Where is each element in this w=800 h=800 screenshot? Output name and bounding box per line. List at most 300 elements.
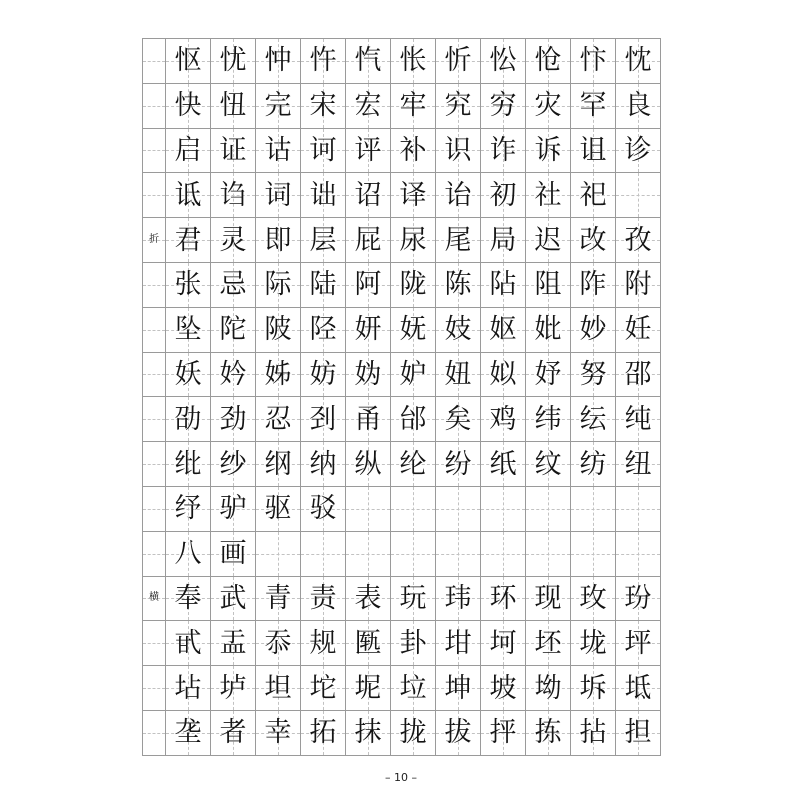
character: 诏 <box>354 179 382 211</box>
character: 垃 <box>399 672 427 704</box>
practice-cell <box>391 621 436 666</box>
character: 拓 <box>309 717 337 749</box>
practice-cell <box>481 711 526 756</box>
practice-cell <box>166 173 211 218</box>
practice-cell <box>436 353 481 398</box>
character: 忾 <box>354 45 382 77</box>
practice-cell <box>301 442 346 487</box>
character: 译 <box>399 179 427 211</box>
character: 盂 <box>219 627 247 659</box>
practice-cell <box>346 711 391 756</box>
practice-cell <box>391 263 436 308</box>
practice-cell <box>526 577 571 622</box>
practice-cell <box>616 218 661 263</box>
practice-cell <box>526 532 571 577</box>
character: 卦 <box>399 627 427 659</box>
practice-cell <box>256 666 301 711</box>
character: 妫 <box>354 358 382 390</box>
character: 启 <box>174 134 202 166</box>
practice-cell <box>436 263 481 308</box>
practice-cell <box>346 532 391 577</box>
character: 际 <box>264 269 292 301</box>
practice-cell <box>616 711 661 756</box>
character: 甙 <box>174 627 202 659</box>
row-label-cell <box>143 129 166 174</box>
character: 邵 <box>624 358 652 390</box>
character: 妖 <box>174 358 202 390</box>
character: 现 <box>534 582 562 614</box>
row-label-cell <box>143 442 166 487</box>
practice-cell <box>481 353 526 398</box>
character: 忤 <box>309 45 337 77</box>
character: 忭 <box>579 45 607 77</box>
character: 怅 <box>399 45 427 77</box>
character: 识 <box>444 134 472 166</box>
character: 劭 <box>174 403 202 435</box>
character: 坩 <box>444 627 472 659</box>
character: 快 <box>174 90 202 122</box>
practice-cell <box>571 577 616 622</box>
practice-cell <box>211 577 256 622</box>
character: 抨 <box>489 717 517 749</box>
practice-cell <box>166 577 211 622</box>
practice-cell <box>211 487 256 532</box>
practice-cell <box>436 39 481 84</box>
practice-cell <box>301 397 346 442</box>
character: 层 <box>309 224 337 256</box>
character: 诂 <box>264 134 292 166</box>
practice-cell <box>616 39 661 84</box>
character: 劲 <box>219 403 247 435</box>
character: 妓 <box>444 314 472 346</box>
character: 词 <box>264 179 292 211</box>
practice-cell <box>166 263 211 308</box>
character: 妍 <box>354 314 382 346</box>
practice-cell <box>436 218 481 263</box>
character: 忌 <box>219 269 247 301</box>
practice-cell <box>391 353 436 398</box>
character: 阽 <box>489 269 517 301</box>
character: 坪 <box>624 627 652 659</box>
character: 纹 <box>534 448 562 480</box>
practice-cell <box>346 129 391 174</box>
character: 迟 <box>534 224 562 256</box>
character: 诒 <box>444 179 472 211</box>
character: 青 <box>264 582 292 614</box>
practice-cell <box>436 621 481 666</box>
character: 穷 <box>489 90 517 122</box>
practice-cell <box>481 129 526 174</box>
practice-cell <box>481 39 526 84</box>
practice-cell <box>616 621 661 666</box>
practice-cell <box>346 308 391 353</box>
practice-cell <box>166 218 211 263</box>
character: 尾 <box>444 224 472 256</box>
practice-cell <box>616 532 661 577</box>
practice-cell <box>481 666 526 711</box>
practice-cell <box>211 173 256 218</box>
character: 陇 <box>399 269 427 301</box>
character: 奉 <box>174 582 202 614</box>
character: 妗 <box>219 358 247 390</box>
practice-cell <box>616 129 661 174</box>
practice-cell <box>616 442 661 487</box>
practice-cell <box>301 218 346 263</box>
character: 阿 <box>354 269 382 301</box>
practice-cell <box>616 577 661 622</box>
practice-cell <box>571 308 616 353</box>
character: 忡 <box>264 45 292 77</box>
character: 坫 <box>174 672 202 704</box>
practice-cell <box>301 308 346 353</box>
character: 八 <box>174 538 202 570</box>
character: 垆 <box>219 672 247 704</box>
practice-cell <box>481 263 526 308</box>
character: 纲 <box>264 448 292 480</box>
character: 宏 <box>354 90 382 122</box>
character: 纶 <box>399 448 427 480</box>
practice-cell <box>256 84 301 129</box>
character: 玩 <box>399 582 427 614</box>
character: 坯 <box>534 627 562 659</box>
character: 灵 <box>219 224 247 256</box>
character: 证 <box>219 134 247 166</box>
character: 纵 <box>354 448 382 480</box>
character: 驳 <box>309 493 337 525</box>
practice-cell <box>346 173 391 218</box>
practice-cell <box>481 308 526 353</box>
stroke-category-label: 横 <box>149 592 159 604</box>
character: 阻 <box>534 269 562 301</box>
practice-cell <box>346 39 391 84</box>
character: 邰 <box>399 403 427 435</box>
practice-cell <box>211 353 256 398</box>
character: 罕 <box>579 90 607 122</box>
row-label-cell <box>143 532 166 577</box>
practice-cell <box>571 397 616 442</box>
character: 妞 <box>444 358 472 390</box>
practice-cell <box>166 711 211 756</box>
character: 画 <box>219 538 247 570</box>
practice-cell <box>346 353 391 398</box>
practice-cell <box>571 487 616 532</box>
practice-cell <box>571 353 616 398</box>
practice-cell <box>481 84 526 129</box>
character: 评 <box>354 134 382 166</box>
practice-cell <box>346 442 391 487</box>
character: 妨 <box>309 358 337 390</box>
practice-cell <box>256 39 301 84</box>
character: 纷 <box>444 448 472 480</box>
practice-cell <box>391 397 436 442</box>
character: 纸 <box>489 448 517 480</box>
practice-cell <box>481 532 526 577</box>
character: 附 <box>624 269 652 301</box>
practice-cell <box>526 711 571 756</box>
character: 诊 <box>624 134 652 166</box>
character: 社 <box>534 179 562 211</box>
character: 坠 <box>174 314 202 346</box>
practice-cell <box>391 711 436 756</box>
practice-cell <box>256 173 301 218</box>
practice-cell <box>301 621 346 666</box>
practice-cell <box>256 218 301 263</box>
row-label-cell <box>143 577 166 622</box>
character: 诋 <box>174 179 202 211</box>
practice-cell <box>571 711 616 756</box>
practice-cell <box>481 577 526 622</box>
character: 陂 <box>264 314 292 346</box>
practice-cell <box>571 84 616 129</box>
practice-cell <box>616 353 661 398</box>
practice-cell <box>301 532 346 577</box>
practice-cell <box>301 173 346 218</box>
character: 刭 <box>309 403 337 435</box>
character: 诅 <box>579 134 607 166</box>
practice-cell <box>526 442 571 487</box>
character: 忱 <box>624 45 652 77</box>
row-label-cell <box>143 39 166 84</box>
character: 玢 <box>624 582 652 614</box>
practice-cell <box>616 666 661 711</box>
character: 拢 <box>399 717 427 749</box>
character: 姊 <box>264 358 292 390</box>
character: 改 <box>579 224 607 256</box>
character: 坡 <box>489 672 517 704</box>
character: 完 <box>264 90 292 122</box>
row-label-cell <box>143 397 166 442</box>
character: 规 <box>309 627 337 659</box>
practice-cell <box>166 532 211 577</box>
character: 拣 <box>534 717 562 749</box>
practice-cell <box>616 263 661 308</box>
character: 拔 <box>444 717 472 749</box>
practice-cell <box>391 577 436 622</box>
practice-cell <box>436 397 481 442</box>
practice-cell <box>436 442 481 487</box>
character: 坤 <box>444 672 472 704</box>
practice-cell <box>616 173 661 218</box>
character: 坼 <box>579 672 607 704</box>
character: 纺 <box>579 448 607 480</box>
practice-cell <box>616 397 661 442</box>
practice-cell <box>256 442 301 487</box>
character: 幸 <box>264 717 292 749</box>
character: 即 <box>264 224 292 256</box>
character: 忧 <box>219 45 247 77</box>
character: 局 <box>489 224 517 256</box>
character: 诃 <box>309 134 337 166</box>
character: 妒 <box>399 358 427 390</box>
practice-cell <box>571 218 616 263</box>
character: 矣 <box>444 403 472 435</box>
practice-cell <box>391 308 436 353</box>
character: 垄 <box>174 717 202 749</box>
character: 驴 <box>219 493 247 525</box>
practice-cell <box>301 577 346 622</box>
practice-cell <box>256 711 301 756</box>
practice-cell <box>436 666 481 711</box>
character: 妤 <box>534 358 562 390</box>
row-label-cell <box>143 84 166 129</box>
practice-cell <box>436 487 481 532</box>
practice-cell <box>211 308 256 353</box>
practice-cell <box>526 621 571 666</box>
character: 屁 <box>354 224 382 256</box>
practice-cell <box>166 487 211 532</box>
character: 忸 <box>219 90 247 122</box>
practice-cell <box>211 263 256 308</box>
practice-cell <box>571 129 616 174</box>
practice-cell <box>391 532 436 577</box>
character: 究 <box>444 90 472 122</box>
practice-cell <box>391 39 436 84</box>
row-label-cell <box>143 353 166 398</box>
practice-cell <box>301 39 346 84</box>
practice-cell <box>166 442 211 487</box>
practice-cell <box>256 487 301 532</box>
character: 宋 <box>309 90 337 122</box>
practice-cell <box>211 39 256 84</box>
character: 阼 <box>579 269 607 301</box>
practice-cell <box>571 532 616 577</box>
practice-cell <box>256 129 301 174</box>
practice-cell <box>481 487 526 532</box>
character: 匦 <box>354 627 382 659</box>
practice-cell <box>436 84 481 129</box>
practice-cell <box>571 666 616 711</box>
practice-cell <box>346 263 391 308</box>
character: 拈 <box>579 717 607 749</box>
character: 纰 <box>174 448 202 480</box>
character: 者 <box>219 717 247 749</box>
practice-cell <box>391 442 436 487</box>
practice-cell <box>391 218 436 263</box>
practice-cell <box>256 621 301 666</box>
character: 牢 <box>399 90 427 122</box>
practice-cell <box>481 442 526 487</box>
practice-cell <box>436 532 481 577</box>
character: 表 <box>354 582 382 614</box>
character: 担 <box>624 717 652 749</box>
practice-cell <box>526 173 571 218</box>
row-label-cell <box>143 218 166 263</box>
character: 坷 <box>489 627 517 659</box>
practice-cell <box>346 621 391 666</box>
practice-cell <box>526 397 571 442</box>
practice-cell <box>571 621 616 666</box>
practice-cell <box>166 621 211 666</box>
practice-cell <box>301 666 346 711</box>
practice-cell <box>436 173 481 218</box>
practice-cell <box>526 353 571 398</box>
character: 灾 <box>534 90 562 122</box>
character: 妣 <box>534 314 562 346</box>
row-label-cell <box>143 263 166 308</box>
practice-cell <box>346 666 391 711</box>
stroke-category-label: 折 <box>149 234 159 246</box>
character: 甬 <box>354 403 382 435</box>
practice-cell <box>346 577 391 622</box>
practice-cell <box>391 487 436 532</box>
practice-cell <box>346 397 391 442</box>
character: 纳 <box>309 448 337 480</box>
practice-cell <box>526 129 571 174</box>
character: 责 <box>309 582 337 614</box>
character: 忝 <box>264 627 292 659</box>
practice-cell <box>256 532 301 577</box>
row-label-cell <box>143 621 166 666</box>
practice-cell <box>256 263 301 308</box>
character: 驱 <box>264 493 292 525</box>
practice-cell <box>571 442 616 487</box>
character: 鸡 <box>489 403 517 435</box>
practice-cell <box>391 129 436 174</box>
practice-cell <box>256 308 301 353</box>
character: 忻 <box>444 45 472 77</box>
character: 诎 <box>309 179 337 211</box>
practice-cell <box>301 84 346 129</box>
character: 张 <box>174 269 202 301</box>
character: 君 <box>174 224 202 256</box>
practice-cell <box>211 218 256 263</box>
character: 纽 <box>624 448 652 480</box>
character: 忪 <box>489 45 517 77</box>
character: 武 <box>219 582 247 614</box>
character: 尿 <box>399 224 427 256</box>
practice-cell <box>526 487 571 532</box>
practice-cell <box>166 129 211 174</box>
character: 良 <box>624 90 652 122</box>
character: 坻 <box>624 672 652 704</box>
practice-cell <box>436 711 481 756</box>
practice-cell <box>481 621 526 666</box>
practice-cell <box>211 666 256 711</box>
practice-cell <box>166 353 211 398</box>
practice-cell <box>571 39 616 84</box>
character: 纭 <box>579 403 607 435</box>
practice-cell <box>571 263 616 308</box>
practice-cell <box>166 397 211 442</box>
character: 陆 <box>309 269 337 301</box>
character: 努 <box>579 358 607 390</box>
character: 孜 <box>624 224 652 256</box>
practice-cell <box>616 487 661 532</box>
practice-cell <box>391 173 436 218</box>
practice-cell <box>526 308 571 353</box>
character: 祀 <box>579 179 607 211</box>
character: 环 <box>489 582 517 614</box>
practice-cell <box>616 308 661 353</box>
practice-cell <box>481 173 526 218</box>
practice-cell <box>481 397 526 442</box>
character: 妊 <box>624 314 652 346</box>
character: 坭 <box>354 672 382 704</box>
practice-cell <box>256 397 301 442</box>
practice-cell <box>166 666 211 711</box>
character: 诉 <box>534 134 562 166</box>
character: 忍 <box>264 403 292 435</box>
practice-cell <box>301 263 346 308</box>
character: 怄 <box>174 45 202 77</box>
practice-cell <box>481 218 526 263</box>
practice-cell <box>391 666 436 711</box>
row-label-cell <box>143 487 166 532</box>
character: 纬 <box>534 403 562 435</box>
character: 抹 <box>354 717 382 749</box>
practice-cell <box>436 308 481 353</box>
character: 诈 <box>489 134 517 166</box>
